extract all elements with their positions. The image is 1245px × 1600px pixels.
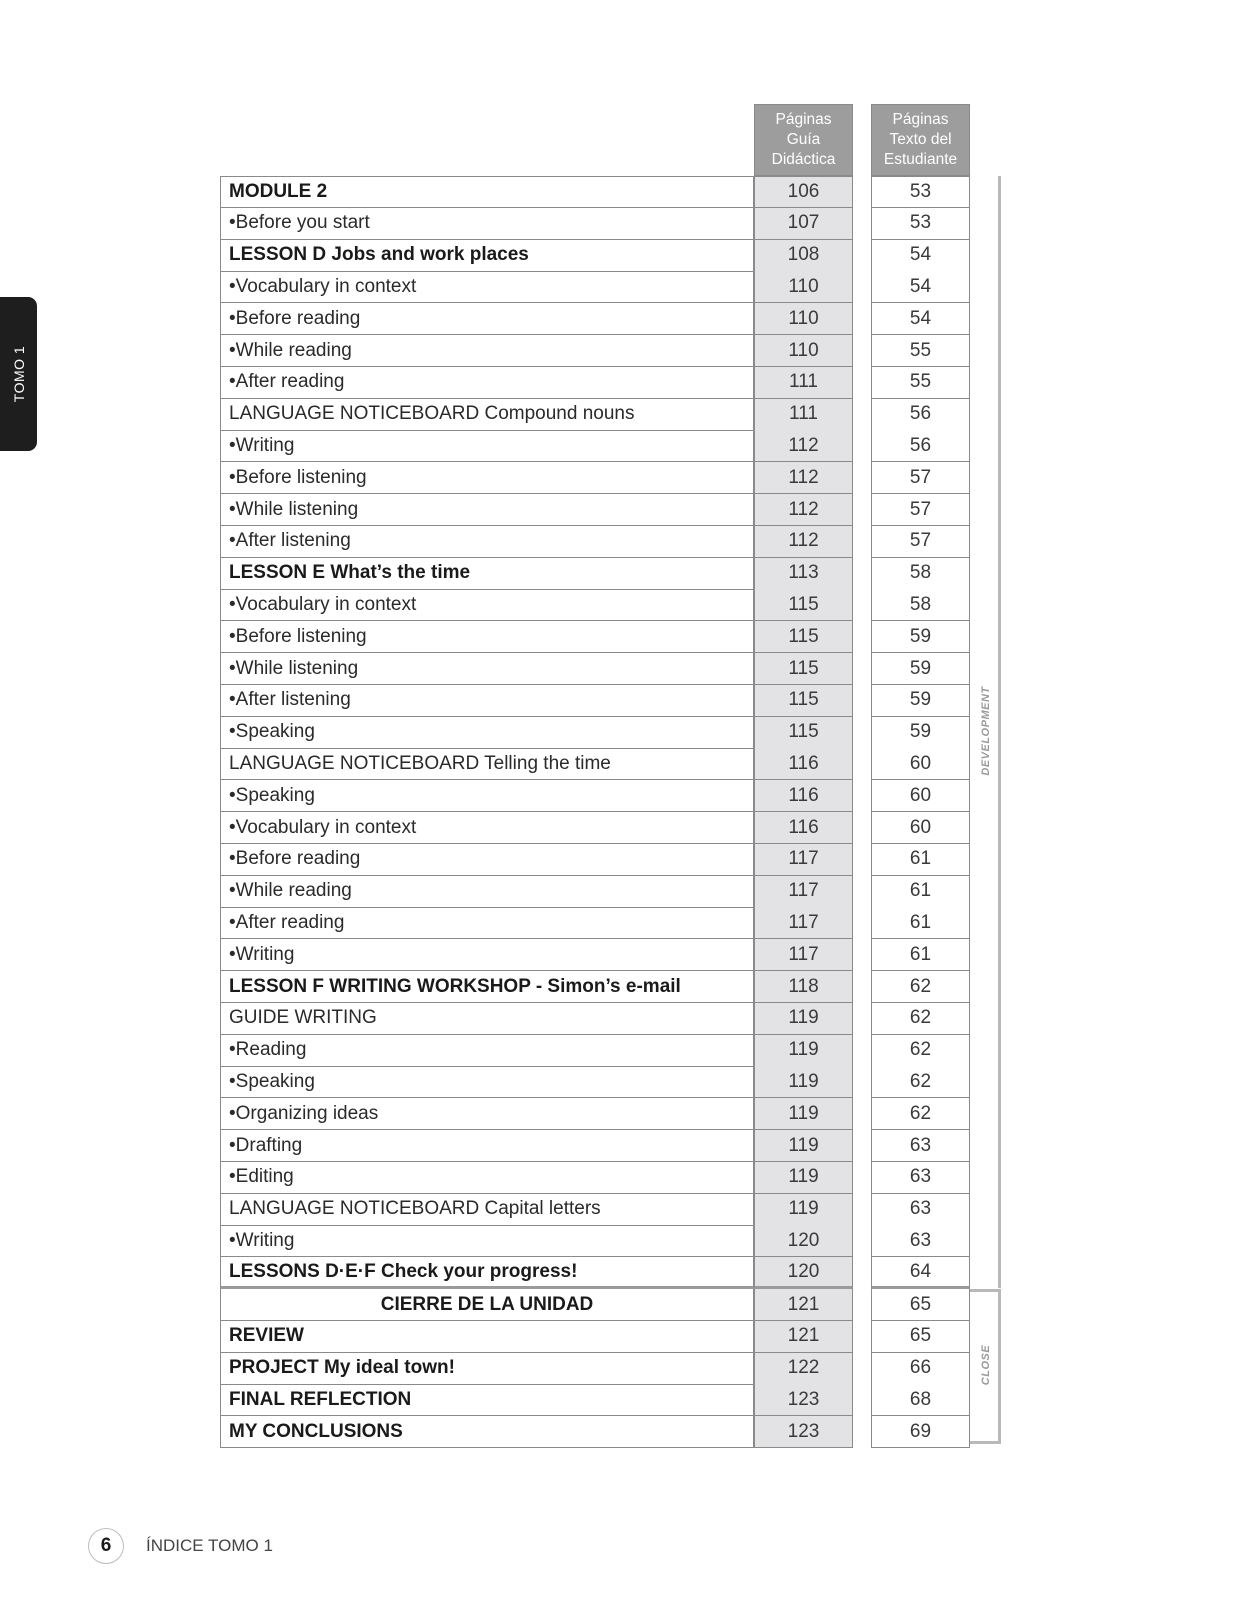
- row-title: REVIEW: [220, 1321, 754, 1353]
- row-texto-page: 62: [871, 971, 970, 1003]
- row-title: LANGUAGE NOTICEBOARD Compound nouns: [220, 399, 754, 431]
- row-guia-page: 117: [754, 876, 853, 908]
- table-row: [220, 812, 1000, 844]
- row-title: •Before reading: [220, 303, 754, 335]
- row-guia-page: 107: [754, 208, 853, 240]
- row-title: LESSON E What’s the time: [220, 558, 754, 590]
- row-title: •Vocabulary in context: [220, 271, 754, 303]
- table-row: [220, 1035, 1000, 1067]
- table-row: [220, 748, 1000, 780]
- table-row: [220, 780, 1000, 812]
- header-texto-estudiante: [871, 104, 970, 176]
- table-row: [220, 1289, 1000, 1321]
- row-guia-page: 119: [754, 1130, 853, 1162]
- row-texto-page: 62: [871, 1003, 970, 1035]
- row-texto-page: 58: [871, 589, 970, 621]
- volume-side-tab: [0, 297, 37, 451]
- row-texto-page: 60: [871, 812, 970, 844]
- row-title: •Organizing ideas: [220, 1098, 754, 1130]
- row-title: •While reading: [220, 876, 754, 908]
- table-row: [220, 1321, 1000, 1353]
- table-row: [220, 1130, 1000, 1162]
- row-texto-page: 66: [871, 1353, 970, 1385]
- row-texto-page: 56: [871, 399, 970, 431]
- table-row: [220, 844, 1000, 876]
- row-guia-page: 112: [754, 430, 853, 462]
- row-guia-page: 110: [754, 271, 853, 303]
- row-guia-page: 115: [754, 589, 853, 621]
- header-guia-line-1: Páginas: [775, 111, 832, 128]
- row-texto-page: 61: [871, 876, 970, 908]
- row-title: •Writing: [220, 1225, 754, 1257]
- row-title: •Speaking: [220, 1066, 754, 1098]
- row-texto-page: 60: [871, 780, 970, 812]
- page-number-badge: [88, 1528, 124, 1564]
- row-guia-page: 121: [754, 1321, 853, 1353]
- row-guia-page: 119: [754, 1098, 853, 1130]
- row-texto-page: 59: [871, 621, 970, 653]
- row-texto-page: 65: [871, 1289, 970, 1321]
- row-title: •Before listening: [220, 621, 754, 653]
- row-guia-page: 122: [754, 1353, 853, 1385]
- table-row: [220, 971, 1000, 1003]
- table-row: [220, 1003, 1000, 1035]
- row-texto-page: 61: [871, 907, 970, 939]
- row-texto-page: 63: [871, 1162, 970, 1194]
- row-texto-page: 53: [871, 176, 970, 208]
- header-guia-didactica: [754, 104, 853, 176]
- table-row: [220, 1162, 1000, 1194]
- table-row: [220, 176, 1000, 208]
- row-texto-page: 63: [871, 1225, 970, 1257]
- row-title: PROJECT My ideal town!: [220, 1353, 754, 1385]
- row-title: MY CONCLUSIONS: [220, 1416, 754, 1448]
- row-title: •After listening: [220, 685, 754, 717]
- row-guia-page: 117: [754, 907, 853, 939]
- row-guia-page: 119: [754, 1066, 853, 1098]
- row-guia-page: 111: [754, 367, 853, 399]
- row-texto-page: 59: [871, 717, 970, 749]
- row-texto-page: 64: [871, 1257, 970, 1289]
- table-row: [220, 1416, 1000, 1448]
- table-row: [220, 240, 1000, 272]
- row-title: •While listening: [220, 653, 754, 685]
- table-row: [220, 335, 1000, 367]
- row-texto-page: 61: [871, 844, 970, 876]
- row-guia-page: 119: [754, 1035, 853, 1067]
- row-title: LESSON D Jobs and work places: [220, 240, 754, 272]
- row-title: •Editing: [220, 1162, 754, 1194]
- row-title: •Speaking: [220, 780, 754, 812]
- row-texto-page: 53: [871, 208, 970, 240]
- row-guia-page: 119: [754, 1003, 853, 1035]
- row-texto-page: 57: [871, 526, 970, 558]
- row-title: •Before listening: [220, 462, 754, 494]
- row-texto-page: 65: [871, 1321, 970, 1353]
- table-row: [220, 526, 1000, 558]
- page-number: 6: [100, 1535, 112, 1556]
- table-row: [220, 399, 1000, 431]
- table-row: [220, 271, 1000, 303]
- development-section-label: DEVELOPMENT: [980, 686, 992, 776]
- row-texto-page: 59: [871, 685, 970, 717]
- row-texto-page: 62: [871, 1035, 970, 1067]
- table-row: [220, 558, 1000, 590]
- row-texto-page: 55: [871, 367, 970, 399]
- row-guia-page: 110: [754, 303, 853, 335]
- row-guia-page: 121: [754, 1289, 853, 1321]
- row-guia-page: 115: [754, 653, 853, 685]
- row-title: •Vocabulary in context: [220, 812, 754, 844]
- row-guia-page: 116: [754, 780, 853, 812]
- row-guia-page: 115: [754, 717, 853, 749]
- row-texto-page: 60: [871, 748, 970, 780]
- row-guia-page: 120: [754, 1225, 853, 1257]
- table-row: [220, 1066, 1000, 1098]
- row-guia-page: 111: [754, 399, 853, 431]
- row-guia-page: 123: [754, 1384, 853, 1416]
- row-texto-page: 63: [871, 1130, 970, 1162]
- row-title: •Writing: [220, 939, 754, 971]
- row-texto-page: 54: [871, 303, 970, 335]
- table-row: [220, 208, 1000, 240]
- row-texto-page: 69: [871, 1416, 970, 1448]
- row-guia-page: 112: [754, 494, 853, 526]
- table-row: [220, 1225, 1000, 1257]
- row-guia-page: 119: [754, 1162, 853, 1194]
- row-title: •Vocabulary in context: [220, 589, 754, 621]
- row-guia-page: 115: [754, 621, 853, 653]
- row-title: •Before you start: [220, 208, 754, 240]
- row-guia-page: 117: [754, 844, 853, 876]
- row-guia-page: 119: [754, 1194, 853, 1226]
- table-row: [220, 621, 1000, 653]
- table-row: [220, 430, 1000, 462]
- row-texto-page: 68: [871, 1384, 970, 1416]
- table-row: [220, 589, 1000, 621]
- header-guia-line-3: Didáctica: [771, 151, 836, 168]
- row-guia-page: 117: [754, 939, 853, 971]
- row-title: •While listening: [220, 494, 754, 526]
- table-row: [220, 1257, 1000, 1289]
- header-texto-line-2: Texto del: [889, 131, 952, 148]
- row-title: •After reading: [220, 367, 754, 399]
- table-row: [220, 1384, 1000, 1416]
- row-texto-page: 54: [871, 271, 970, 303]
- row-title: •Drafting: [220, 1130, 754, 1162]
- row-guia-page: 112: [754, 526, 853, 558]
- close-section-label: CLOSE: [980, 1344, 992, 1386]
- row-texto-page: 56: [871, 430, 970, 462]
- table-row: [220, 876, 1000, 908]
- row-title: LESSON F WRITING WORKSHOP - Simon’s e-mail: [220, 971, 754, 1003]
- row-texto-page: 61: [871, 939, 970, 971]
- footer-label: ÍNDICE TOMO 1: [146, 1536, 273, 1555]
- row-title: •Before reading: [220, 844, 754, 876]
- row-title: LANGUAGE NOTICEBOARD Capital letters: [220, 1194, 754, 1226]
- row-texto-page: 62: [871, 1098, 970, 1130]
- table-row: [220, 685, 1000, 717]
- row-texto-page: 62: [871, 1066, 970, 1098]
- row-texto-page: 63: [871, 1194, 970, 1226]
- row-texto-page: 59: [871, 653, 970, 685]
- row-guia-page: 113: [754, 558, 853, 590]
- table-row: [220, 494, 1000, 526]
- row-guia-page: 120: [754, 1257, 853, 1289]
- row-guia-page: 116: [754, 748, 853, 780]
- row-guia-page: 112: [754, 462, 853, 494]
- row-guia-page: 108: [754, 240, 853, 272]
- table-row: [220, 1098, 1000, 1130]
- row-guia-page: 110: [754, 335, 853, 367]
- row-texto-page: 54: [871, 240, 970, 272]
- row-title: GUIDE WRITING: [220, 1003, 754, 1035]
- table-row: [220, 303, 1000, 335]
- row-guia-page: 116: [754, 812, 853, 844]
- row-title: MODULE 2: [220, 176, 754, 208]
- row-texto-page: 57: [871, 462, 970, 494]
- row-guia-page: 106: [754, 176, 853, 208]
- row-texto-page: 57: [871, 494, 970, 526]
- table-row: [220, 939, 1000, 971]
- row-title: •After reading: [220, 907, 754, 939]
- header-texto-line-3: Estudiante: [883, 151, 958, 168]
- header-guia-line-2: Guía: [786, 131, 821, 148]
- row-title: FINAL REFLECTION: [220, 1384, 754, 1416]
- header-texto-line-1: Páginas: [892, 111, 949, 128]
- row-title: •While reading: [220, 335, 754, 367]
- row-title: LANGUAGE NOTICEBOARD Telling the time: [220, 748, 754, 780]
- row-guia-page: 123: [754, 1416, 853, 1448]
- row-guia-page: 115: [754, 685, 853, 717]
- volume-tab-label: TOMO 1: [10, 345, 27, 403]
- table-row: [220, 462, 1000, 494]
- row-texto-page: 58: [871, 558, 970, 590]
- row-title: •Reading: [220, 1035, 754, 1067]
- table-row: [220, 367, 1000, 399]
- row-title: CIERRE DE LA UNIDAD: [220, 1289, 754, 1321]
- row-title: •After listening: [220, 526, 754, 558]
- table-row: [220, 653, 1000, 685]
- table-row: [220, 907, 1000, 939]
- table-row: [220, 717, 1000, 749]
- table-row: [220, 1194, 1000, 1226]
- row-guia-page: 118: [754, 971, 853, 1003]
- row-title: •Writing: [220, 430, 754, 462]
- row-title: •Speaking: [220, 717, 754, 749]
- table-row: [220, 1353, 1000, 1385]
- row-texto-page: 55: [871, 335, 970, 367]
- row-title: LESSONS D·E·F Check your progress!: [220, 1257, 754, 1289]
